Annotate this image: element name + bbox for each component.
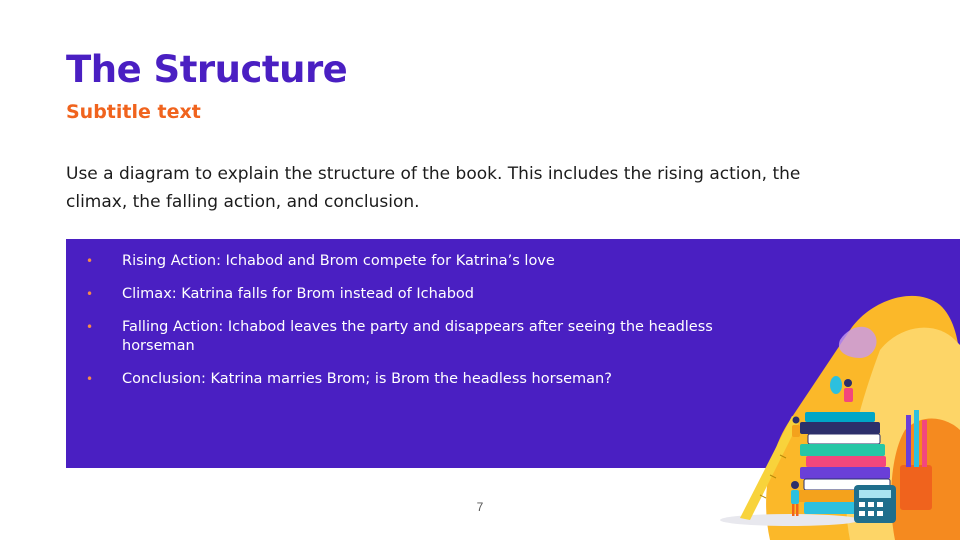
bullet-item	[86, 252, 726, 271]
intro-text: Use a diagram to explain the structure of the book. This includes the rising action, the climax, the falling action, and conclusion.	[66, 164, 801, 212]
bullet-text: Conclusion: Katrina marries Brom; is Brom the headless horseman?	[122, 371, 612, 387]
bullet-item	[86, 318, 726, 356]
bullet-marker-icon: •	[86, 320, 94, 334]
page-number: 7	[476, 500, 484, 514]
slide-subtitle: Subtitle text	[66, 101, 201, 123]
bullet-list	[86, 252, 726, 403]
books-study-illustration-icon	[700, 280, 960, 540]
bullet-marker-icon: •	[86, 254, 94, 268]
bullet-text: Falling Action: Ichabod leaves the party and disappears after seeing the headless horseman	[122, 319, 713, 354]
bullet-text: Climax: Katrina falls for Brom instead of Ichabod	[122, 286, 474, 302]
slide-title: The Structure	[66, 48, 348, 91]
bullet-item	[86, 285, 726, 304]
bullet-marker-icon: •	[86, 287, 94, 301]
bullet-text: Rising Action: Ichabod and Brom compete for Katrina’s love	[122, 253, 555, 269]
bullet-marker-icon: •	[86, 372, 94, 386]
bullet-item	[86, 370, 726, 389]
